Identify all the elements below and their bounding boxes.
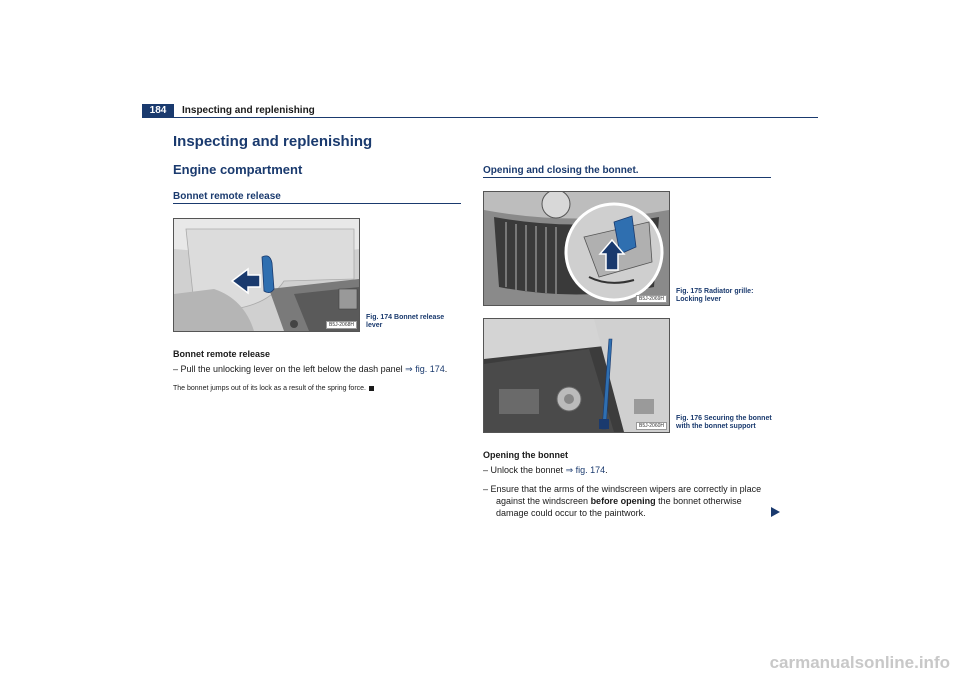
page-title: Inspecting and replenishing	[173, 133, 373, 150]
subsection-rule-left	[173, 203, 461, 204]
header-rule	[142, 117, 818, 118]
section-heading: Engine compartment	[173, 162, 303, 177]
figure-caption-174: Fig. 174 Bonnet release lever	[366, 314, 445, 329]
step-heading-left: Bonnet remote release	[173, 349, 271, 359]
figure-caption-175: Fig. 175 Radiator grille: Locking lever	[676, 288, 754, 303]
running-title: Inspecting and replenishing	[182, 105, 315, 116]
subsection-heading-bonnet-release: Bonnet remote release	[173, 191, 281, 202]
figure-bonnet-support	[483, 318, 670, 433]
figure-reference-link[interactable]: ⇒ fig. 174	[565, 465, 606, 475]
watermark: carmanualsonline.info	[769, 653, 950, 672]
figure-bonnet-release-lever	[173, 218, 360, 332]
step-left-1: – Pull the unlocking lever on the left below the dash panel ⇒ fig. 174.	[173, 364, 448, 374]
subsection-heading-opening-closing: Opening and closing the bonnet.	[483, 165, 639, 176]
figure-code: B5J-2068H	[326, 321, 357, 329]
bonnet-release-illustration	[174, 219, 359, 331]
step-right-2: – Ensure that the arms of the windscreen wipers are correctly in place against the windscreen before opening the bonnet otherwise damage could occur to the paintwork.	[483, 484, 762, 518]
figure-caption-176: Fig. 176 Securing the bonnet with the bonnet support	[676, 415, 772, 430]
step-heading-right: Opening the bonnet	[483, 450, 568, 460]
figure-code: B5J-2060H	[636, 422, 667, 430]
figure-code: B5J-2069H	[636, 295, 667, 303]
subsection-rule-right	[483, 177, 771, 178]
bonnet-support-illustration	[484, 319, 669, 432]
figure-reference-link[interactable]: ⇒ fig. 174	[405, 364, 445, 374]
end-of-section-icon	[369, 386, 374, 391]
radiator-grille-illustration	[484, 192, 669, 305]
figure-radiator-grille	[483, 191, 670, 306]
step-right-1: – Unlock the bonnet ⇒ fig. 174.	[483, 465, 608, 475]
page-number: 184	[142, 104, 174, 118]
note-text: The bonnet jumps out of its lock as a result of the spring force.	[173, 385, 374, 392]
continue-arrow-icon	[771, 507, 780, 517]
